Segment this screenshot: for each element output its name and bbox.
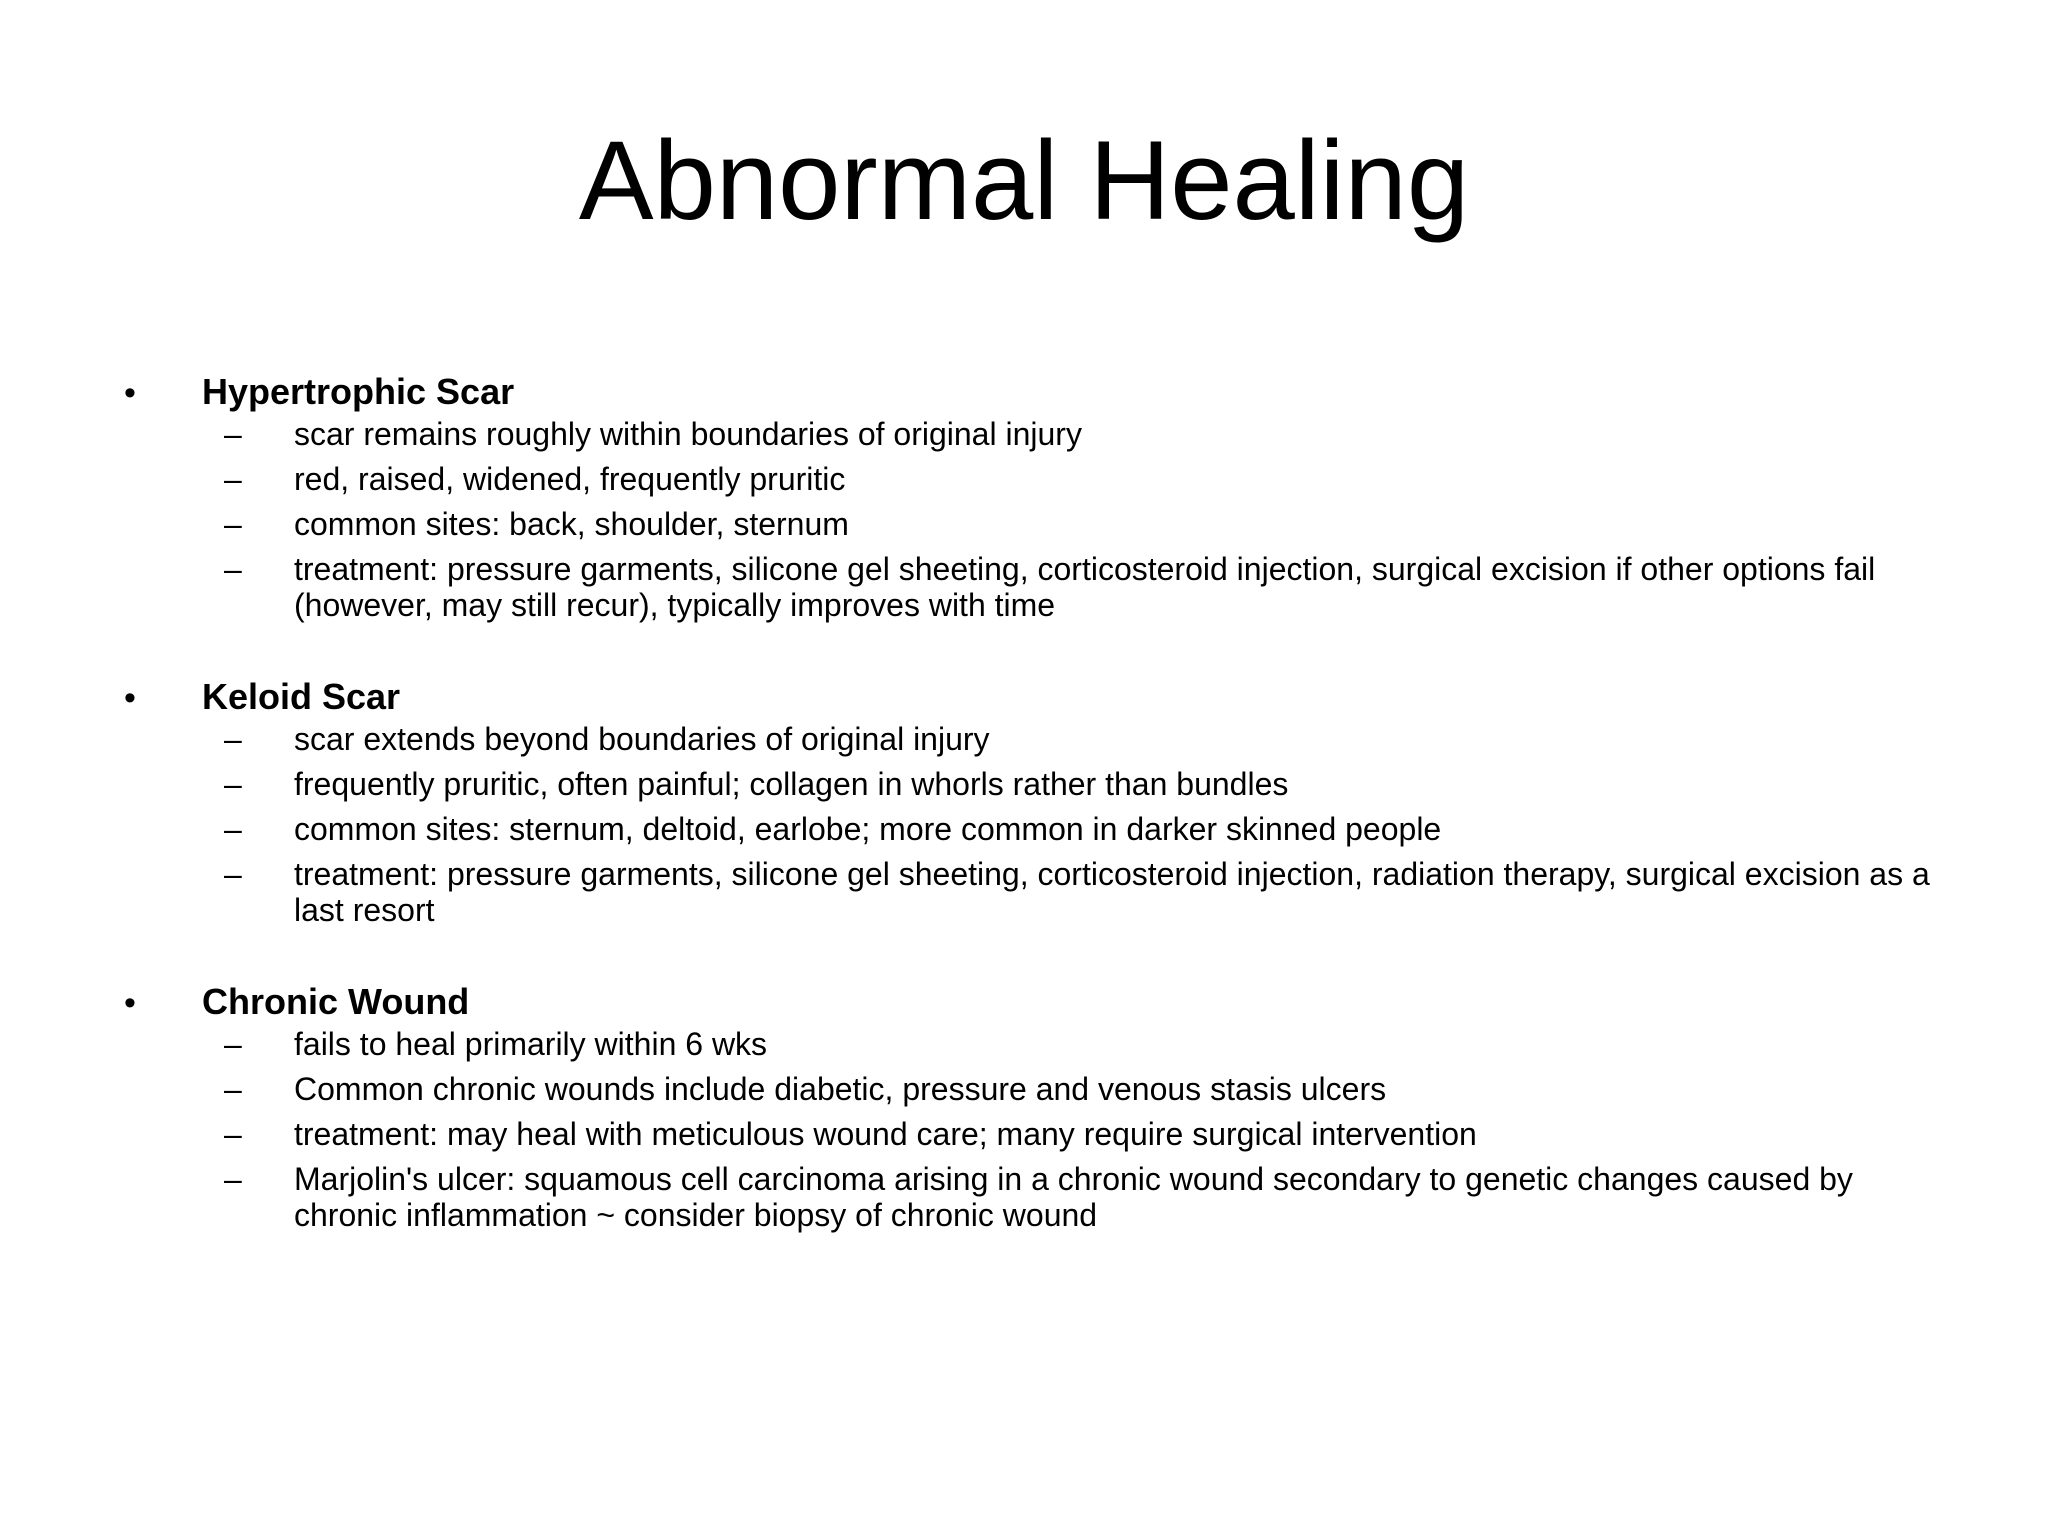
sub-bullet-text: treatment: pressure garments, silicone gel sheeting, corticosteroid injection, radiation therapy, surgical excision as a last resort [294, 856, 1930, 928]
bullet-icon: • [124, 374, 136, 412]
dash-icon: – [224, 721, 242, 757]
sub-bullet-text: treatment: pressure garments, silicone gel sheeting, corticosteroid injection, surgical excision if other options fail (however, may still recur), typically improves with time [294, 551, 1876, 623]
sub-bullet-list [120, 1026, 1950, 1233]
sub-bullet-item [224, 721, 1950, 757]
slide-title: Abnormal Healing [578, 118, 1470, 243]
sub-bullet-text: red, raised, widened, frequently pruritic [294, 461, 846, 497]
bullet-icon: • [124, 984, 136, 1022]
sub-bullet-text: common sites: back, shoulder, sternum [294, 506, 849, 542]
section-keloid-scar [120, 673, 1950, 928]
sub-bullet-item [224, 1116, 1950, 1152]
section-hypertrophic-scar [120, 368, 1950, 623]
sub-bullet-list [120, 416, 1950, 623]
slide-content [120, 368, 1950, 1283]
sub-bullet-text: fails to heal primarily within 6 wks [294, 1026, 768, 1062]
sub-bullet-item [224, 766, 1950, 802]
sub-bullet-item [224, 856, 1950, 928]
sub-bullet-item [224, 506, 1950, 542]
dash-icon: – [224, 1071, 242, 1107]
sub-bullet-text: Common chronic wounds include diabetic, pressure and venous stasis ulcers [294, 1071, 1387, 1107]
sub-bullet-item [224, 461, 1950, 497]
bullet-icon: • [124, 679, 136, 717]
sub-bullet-item [224, 551, 1950, 623]
sub-bullet-text: common sites: sternum, deltoid, earlobe; more common in darker skinned people [294, 811, 1442, 847]
dash-icon: – [224, 1116, 242, 1152]
dash-icon: – [224, 506, 242, 542]
dash-icon: – [224, 416, 242, 452]
section-chronic-wound [120, 978, 1950, 1233]
sub-bullet-text: scar remains roughly within boundaries of original injury [294, 416, 1082, 452]
section-heading-row [120, 978, 1950, 1026]
sub-bullet-item [224, 1071, 1950, 1107]
dash-icon: – [224, 461, 242, 497]
dash-icon: – [224, 1161, 242, 1197]
sub-bullet-list [120, 721, 1950, 928]
section-heading: Hypertrophic Scar [202, 371, 515, 412]
sub-bullet-text: frequently pruritic, often painful; collagen in whorls rather than bundles [294, 766, 1289, 802]
sub-bullet-item [224, 1026, 1950, 1062]
sub-bullet-text: treatment: may heal with meticulous wound care; many require surgical intervention [294, 1116, 1477, 1152]
sub-bullet-item [224, 811, 1950, 847]
dash-icon: – [224, 766, 242, 802]
sub-bullet-text: Marjolin's ulcer: squamous cell carcinoma arising in a chronic wound secondary to genetic changes caused by chronic inflammation ~ consider biopsy of chronic wound [294, 1161, 1853, 1233]
sub-bullet-item [224, 416, 1950, 452]
section-heading: Keloid Scar [202, 676, 401, 717]
dash-icon: – [224, 811, 242, 847]
dash-icon: – [224, 856, 242, 892]
section-heading-row [120, 673, 1950, 721]
dash-icon: – [224, 1026, 242, 1062]
sub-bullet-text: scar extends beyond boundaries of original injury [294, 721, 990, 757]
dash-icon: – [224, 551, 242, 587]
section-heading: Chronic Wound [202, 981, 470, 1022]
sub-bullet-item [224, 1161, 1950, 1233]
section-heading-row [120, 368, 1950, 416]
